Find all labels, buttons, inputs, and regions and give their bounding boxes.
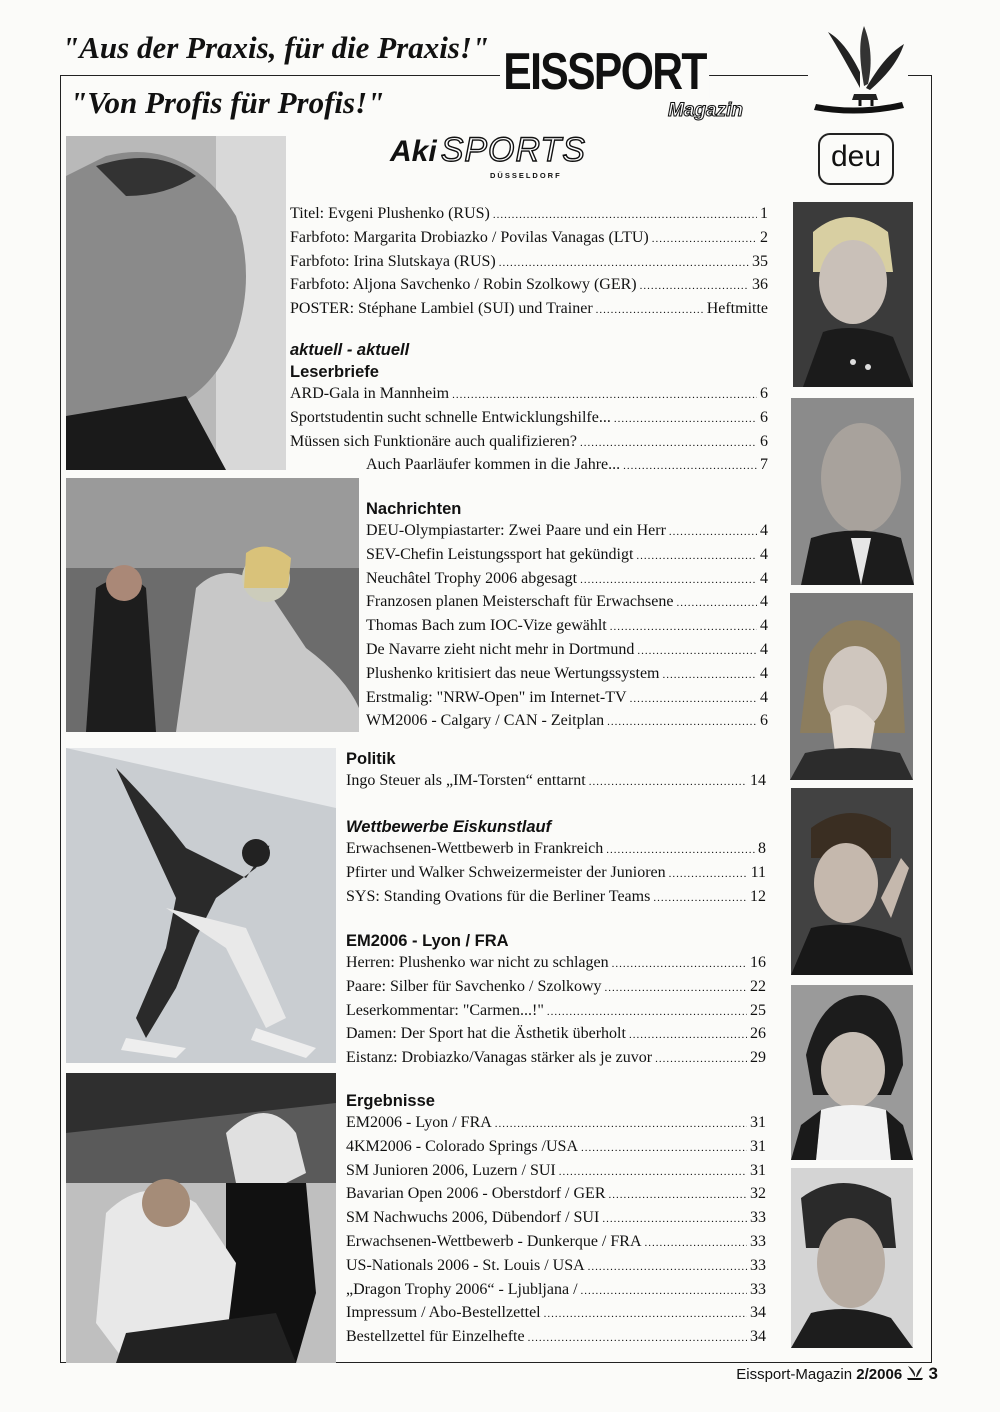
sponsor-aki-text: Aki [390, 135, 437, 168]
toc-entry[interactable]: ARD-Gala in Mannheim ..... 6 [290, 383, 768, 407]
toc-entry[interactable]: Impressum / Abo-Bestellzettel ..... 34 [346, 1302, 766, 1326]
toc-entry[interactable]: Bestellzettel für Einzelhefte ..... 34 [346, 1326, 766, 1350]
footer-skate-icon [906, 1365, 924, 1381]
section-heading: Politik [346, 750, 396, 768]
photo-blond-skater [793, 202, 913, 387]
toc-entry[interactable]: Farbfoto: Irina Slutskaya (RUS) ..... 35 [290, 251, 768, 275]
footer-magazine-name: Eissport-Magazin [736, 1366, 853, 1383]
toc-entry[interactable]: Erwachsenen-Wettbewerb in Frankreich ..... 8 [346, 838, 766, 862]
photo-official [791, 398, 914, 585]
toc-section-leserbriefe [290, 339, 768, 478]
toc-section-em2006 [346, 930, 766, 1071]
toc-entry[interactable]: SM Junioren 2006, Luzern / SUI ..... 31 [346, 1160, 766, 1184]
toc-entry[interactable]: Franzosen planen Meisterschaft für Erwachsene ..... 4 [366, 591, 768, 615]
toc-entry[interactable]: SEV-Chefin Leistungssport hat gekündigt ..... 4 [366, 544, 768, 568]
photo-skater-spiral [66, 748, 336, 1063]
photo-young-skater [791, 788, 913, 975]
section-kicker: aktuell - aktuell [290, 341, 410, 359]
toc-entry[interactable]: Bavarian Open 2006 - Oberstdorf / GER ..... 32 [346, 1183, 766, 1207]
toc-section-nachrichten [366, 498, 768, 734]
photo-pair-on-ice [66, 1073, 336, 1363]
toc-entry[interactable]: Plushenko kritisiert das neue Wertungssystem ..... 4 [366, 663, 768, 687]
slogan-1: "Aus der Praxis, für die Praxis!" [62, 30, 490, 65]
toc-entry[interactable]: Müssen sich Funktionäre auch qualifizieren? ..... 6 [290, 431, 768, 455]
toc-entry[interactable]: Eistanz: Drobiazko/Vanagas stärker als je zuvor ..... 29 [346, 1047, 766, 1071]
section-heading: Leserbriefe [290, 363, 379, 381]
toc-entry[interactable]: Leserkommentar: "Carmen...!" ..... 25 [346, 1000, 766, 1024]
footer-issue: 2/2006 [856, 1366, 903, 1383]
toc-entry[interactable]: DEU-Olympiastarter: Zwei Paare und ein Herr ..... 4 [366, 520, 768, 544]
toc-entry[interactable]: POSTER: Stéphane Lambiel (SUI) und Trainer ..... Heftmitte [290, 298, 768, 322]
toc-entry[interactable]: WM2006 - Calgary / CAN - Zeitplan ..... 6 [366, 710, 768, 734]
toc-entry[interactable]: Erwachsenen-Wettbewerb - Dunkerque / FRA ..... 33 [346, 1231, 766, 1255]
sponsor-sports-text: SPORTS [440, 131, 586, 169]
toc-entry[interactable]: Pfirter und Walker Schweizermeister der Junioren ..... 11 [346, 862, 766, 886]
toc-intro [290, 203, 768, 322]
toc-section-politik [346, 748, 766, 794]
sponsor-logo [390, 131, 586, 180]
section-heading: Nachrichten [366, 500, 462, 518]
photo-woman-hand-face [790, 593, 913, 780]
photo-elderly-man-profile [66, 136, 286, 470]
toc-entry[interactable]: Ingo Steuer als „IM-Torsten“ enttarnt ..... 14 [346, 770, 766, 794]
toc-entry[interactable]: 4KM2006 - Colorado Springs /USA ..... 31 [346, 1136, 766, 1160]
footer-page-number: 3 [928, 1364, 938, 1383]
logo-sub-text: Magazin [668, 100, 743, 121]
photo-ice-dance-couple [66, 478, 359, 732]
section-heading: Wettbewerbe Eiskunstlauf [346, 818, 552, 836]
section-heading: Ergebnisse [346, 1092, 435, 1110]
winged-skate-icon [808, 26, 908, 118]
toc-entry[interactable]: SM Nachwuchs 2006, Dübendorf / SUI ..... 33 [346, 1207, 766, 1231]
toc-entry[interactable]: Damen: Der Sport hat die Ästhetik überholt ..... 26 [346, 1023, 766, 1047]
toc-entry[interactable]: Farbfoto: Aljona Savchenko / Robin Szolkowy (GER) ..... 36 [290, 274, 768, 298]
toc-entry[interactable]: Paare: Silber für Savchenko / Szolkowy ..... 22 [346, 976, 766, 1000]
toc-entry[interactable]: Neuchâtel Trophy 2006 abgesagt ..... 4 [366, 568, 768, 592]
toc-entry[interactable]: Herren: Plushenko war nicht zu schlagen ..... 16 [346, 952, 766, 976]
toc-entry[interactable]: SYS: Standing Ovations für die Berliner Teams ..... 12 [346, 886, 766, 910]
photo-woman-short-hair [791, 985, 913, 1160]
toc-entry[interactable]: Thomas Bach zum IOC-Vize gewählt ..... 4 [366, 615, 768, 639]
toc-entry[interactable]: Auch Paarläufer kommen in die Jahre... ..... 7 [290, 454, 768, 478]
magazine-logo [500, 43, 755, 101]
toc-entry[interactable]: Titel: Evgeni Plushenko (RUS) ..... 1 [290, 203, 768, 227]
toc-entry[interactable]: EM2006 - Lyon / FRA ..... 31 [346, 1112, 766, 1136]
page-footer [736, 1364, 938, 1384]
toc-entry[interactable]: De Navarre zieht nicht mehr in Dortmund ..... 4 [366, 639, 768, 663]
sponsor-city-text: DÜSSELDORF [490, 171, 562, 180]
toc-entry[interactable]: US-Nationals 2006 - St. Louis / USA ..... 33 [346, 1255, 766, 1279]
toc-entry[interactable]: Farbfoto: Margarita Drobiazko / Povilas Vanagas (LTU) ..... 2 [290, 227, 768, 251]
toc-entry[interactable]: Erstmalig: "NRW-Open" im Internet-TV ..... 4 [366, 687, 768, 711]
toc-entry[interactable]: „Dragon Trophy 2006“ - Ljubljana / ..... 33 [346, 1279, 766, 1303]
slogan-2: "Von Profis für Profis!" [70, 85, 385, 120]
toc-section-wettbewerbe [346, 816, 766, 909]
deu-logo: deu [818, 133, 894, 185]
logo-main-text: EISSPORT [500, 46, 709, 98]
toc-entry[interactable]: Sportstudentin sucht schnelle Entwicklungshilfe... ..... 6 [290, 407, 768, 431]
photo-young-man-profile [791, 1168, 913, 1348]
section-heading: EM2006 - Lyon / FRA [346, 932, 509, 950]
toc-section-ergebnisse [346, 1090, 766, 1350]
